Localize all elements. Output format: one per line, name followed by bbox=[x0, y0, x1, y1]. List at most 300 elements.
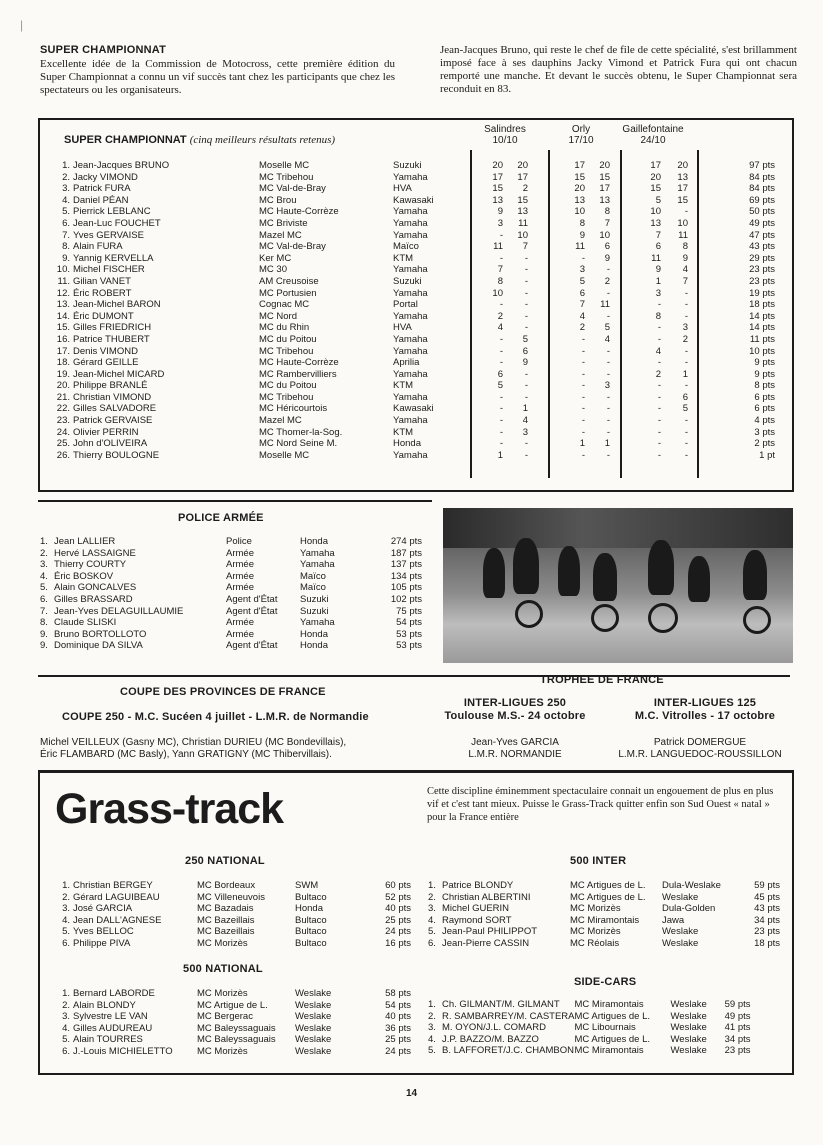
cell-org: Armée bbox=[226, 547, 254, 559]
cell-s1: 4 bbox=[497, 322, 503, 334]
cell-g1: 6 bbox=[655, 241, 661, 253]
cell-rank: 3. bbox=[40, 559, 48, 571]
grasstrack-intro: Cette discipline éminemment spectaculaire connait un engouement de plus en plus vif et c'est tant mieux. Puisse le Grass-Track quitter enfin son Sud Ouest « natal » pour la France entière bbox=[427, 786, 774, 823]
cell-club: MC Bergerac bbox=[197, 1011, 253, 1023]
cell-bike: Honda bbox=[300, 640, 328, 652]
cell-o1: 6 bbox=[579, 287, 585, 299]
cell-club: MC Morizès bbox=[197, 988, 248, 999]
cell-g1: - bbox=[657, 357, 661, 369]
cell-rank: 9. bbox=[40, 640, 48, 652]
table-row bbox=[54, 988, 414, 1000]
cell-pts: 75 pts bbox=[396, 605, 422, 617]
cell-g2: - bbox=[684, 426, 688, 438]
cell-g1: - bbox=[657, 299, 661, 311]
cell-o2: - bbox=[606, 368, 610, 380]
table-row bbox=[54, 926, 414, 938]
cell-rank: 9. bbox=[62, 252, 70, 264]
cell-bike: HVA bbox=[393, 183, 412, 195]
cell-s2: - bbox=[524, 391, 528, 403]
cell-rank: 5. bbox=[428, 926, 436, 938]
cell-g2: - bbox=[684, 310, 688, 322]
cell-bike: Yamaha bbox=[393, 287, 428, 299]
cell-name: Raymond SORT bbox=[442, 914, 512, 926]
wheel-shape bbox=[648, 603, 678, 633]
cell-bike: Suzuki bbox=[393, 160, 422, 171]
cell-rank: 5. bbox=[62, 926, 70, 938]
cell-club: MC Artigues de L. bbox=[570, 880, 646, 891]
cell-rank: 6. bbox=[62, 1045, 70, 1057]
venue-orly bbox=[546, 124, 616, 146]
cell-name: José GARCIA bbox=[73, 903, 133, 915]
cell-s2: - bbox=[524, 264, 528, 276]
rider-shape bbox=[483, 548, 505, 598]
cell-rank: 6. bbox=[62, 937, 70, 949]
table-row bbox=[40, 559, 425, 571]
interligues-250-result bbox=[440, 737, 590, 761]
cell-o1: 20 bbox=[574, 183, 585, 195]
cell-club: Cognac MC bbox=[259, 299, 310, 311]
cell-bike: Weslake bbox=[295, 999, 332, 1011]
table-row bbox=[54, 415, 778, 427]
cell-s1: - bbox=[499, 426, 503, 438]
cell-club: MC Portusien bbox=[259, 287, 317, 299]
cell-name: Dominique DA SILVA bbox=[54, 640, 143, 652]
cell-rank: 3. bbox=[62, 903, 70, 915]
cell-bike: Portal bbox=[393, 299, 418, 311]
table-row bbox=[54, 915, 414, 927]
provinces-line: Éric FLAMBARD (MC Basly), Yann GRATIGNY (MC Thibervillais). bbox=[40, 749, 332, 760]
motocross-photo bbox=[443, 508, 793, 663]
cell-o2: - bbox=[606, 403, 610, 415]
cell-name: Gérard LAGUIBEAU bbox=[73, 891, 160, 903]
cell-bike: Yamaha bbox=[393, 415, 428, 427]
cell-g2: - bbox=[684, 357, 688, 369]
cell-org: Armée bbox=[226, 617, 254, 629]
table-row bbox=[54, 183, 778, 195]
cell-pts: 58 pts bbox=[385, 988, 411, 999]
cell-pts: 54 pts bbox=[385, 999, 411, 1011]
table-row bbox=[428, 892, 783, 904]
cell-rank: 2. bbox=[428, 891, 436, 903]
cell-pts: 134 pts bbox=[390, 570, 422, 582]
cell-org: Agent d'État bbox=[226, 593, 278, 605]
intro-title: SUPER CHAMPIONNAT bbox=[40, 44, 167, 56]
cell-pts: 53 pts bbox=[396, 628, 422, 640]
cell-pts: 3 pts bbox=[754, 426, 775, 438]
cell-rank: 6. bbox=[62, 217, 70, 229]
cell-bike: Honda bbox=[295, 903, 323, 915]
cell-s2: 10 bbox=[517, 229, 528, 241]
cell-rank: 4. bbox=[62, 1022, 70, 1034]
venue-salindres bbox=[470, 124, 540, 146]
cell-rank: 4. bbox=[62, 194, 70, 206]
cell-bike: Yamaha bbox=[393, 391, 428, 403]
cell-bike: Maïco bbox=[300, 582, 326, 594]
table-row bbox=[40, 640, 425, 652]
cell-pts: 49 pts bbox=[749, 217, 775, 229]
cell-s2: 1 bbox=[522, 403, 528, 415]
cell-g1: 20 bbox=[650, 171, 661, 183]
cell-g2: - bbox=[684, 287, 688, 299]
cell-club: MC Brou bbox=[259, 194, 297, 206]
cell-o2: 11 bbox=[600, 299, 610, 311]
cell-rank: 6. bbox=[428, 937, 436, 949]
cell-bike: Yamaha bbox=[393, 368, 428, 380]
cell-g2: 9 bbox=[682, 252, 688, 264]
cell-name: Yves GERVAISE bbox=[73, 229, 144, 241]
cell-g2: 7 bbox=[682, 275, 688, 287]
table-row bbox=[428, 1034, 754, 1046]
cell-bike: Weslake bbox=[670, 1033, 707, 1045]
table-row bbox=[428, 915, 783, 927]
cell-bike: Weslake bbox=[295, 1045, 332, 1057]
cell-s2: 11 bbox=[518, 217, 528, 229]
interligues-250-sub: Toulouse M.S.- 24 octobre bbox=[444, 710, 586, 722]
page-edge-mark: | bbox=[20, 18, 24, 32]
cell-name: Hervé LASSAIGNE bbox=[54, 547, 136, 559]
cell-club: MC 30 bbox=[259, 264, 287, 276]
cell-name: Patrick GERVAISE bbox=[73, 415, 153, 427]
cell-s1: 9 bbox=[497, 206, 503, 218]
cell-o1: 8 bbox=[579, 217, 585, 229]
cell-rank: 15. bbox=[56, 322, 70, 334]
cell-s1: 3 bbox=[497, 217, 503, 229]
cell-club: MC Morizès bbox=[197, 1045, 248, 1057]
cell-bike: Yamaha bbox=[393, 229, 428, 241]
cell-pts: 6 pts bbox=[754, 403, 775, 415]
venue-date: 10/10 bbox=[492, 135, 518, 146]
table-row bbox=[40, 548, 425, 560]
cell-club: MC Artigues de L. bbox=[574, 1010, 651, 1022]
cell-pts: 8 pts bbox=[754, 380, 775, 392]
cell-s1: - bbox=[499, 345, 503, 357]
cell-club: MC Briviste bbox=[259, 217, 308, 229]
grasstrack-title: Grass-track bbox=[55, 785, 284, 833]
cell-g2: 5 bbox=[682, 403, 688, 415]
cell-g1: 1 bbox=[655, 275, 661, 287]
table-row bbox=[428, 880, 783, 892]
cell-rank: 10. bbox=[56, 264, 70, 276]
cell-club: MC Bazadais bbox=[197, 903, 254, 915]
cell-club: MC Libournais bbox=[574, 1022, 636, 1034]
cell-g2: 10 bbox=[677, 217, 688, 229]
cell-bike: KTM bbox=[393, 426, 414, 438]
table-row bbox=[54, 276, 778, 288]
table-row bbox=[54, 1000, 414, 1012]
cell-club: MC Miramontais bbox=[574, 1045, 644, 1057]
cell-rank: 3. bbox=[62, 183, 70, 195]
cell-pts: 40 pts bbox=[385, 1011, 411, 1023]
cell-rank: 24. bbox=[56, 426, 70, 438]
cell-rank: 1. bbox=[62, 988, 70, 999]
cell-pts: 69 pts bbox=[749, 194, 775, 206]
cell-o1: 9 bbox=[579, 229, 585, 241]
cell-o2: 1 bbox=[604, 438, 610, 450]
cell-pts: 52 pts bbox=[385, 891, 411, 903]
cell-pts: 11 pts bbox=[749, 333, 775, 345]
rider-shape bbox=[648, 540, 674, 595]
cell-bike: Dula-Weslake bbox=[662, 880, 721, 891]
cell-s1: 1 bbox=[497, 449, 503, 461]
cell-o2: 20 bbox=[599, 160, 610, 171]
cell-rank: 12. bbox=[56, 287, 70, 299]
cell-club: MC Tribehou bbox=[259, 171, 314, 183]
cell-club: Moselle MC bbox=[259, 449, 310, 461]
cell-club: Mazel MC bbox=[259, 229, 302, 241]
intro-left-text: Excellente idée de la Commission de Motocross, cette première édition du Super Championnat a connu un vif succès tant chez les participants que chez les spectateurs ou les organisateurs. bbox=[40, 58, 395, 96]
cell-g1: 10 bbox=[650, 206, 661, 218]
provinces-winners bbox=[40, 737, 346, 761]
cell-g2: 17 bbox=[677, 183, 688, 195]
cell-o2: 3 bbox=[604, 380, 610, 392]
cell-o1: 5 bbox=[579, 275, 585, 287]
cell-name: Gilles SALVADORE bbox=[73, 403, 157, 415]
cell-o2: 9 bbox=[604, 252, 610, 264]
cell-s1: 8 bbox=[497, 275, 503, 287]
sidecars-heading: SIDE-CARS bbox=[574, 976, 637, 988]
cell-club: MC Baleyssaguais bbox=[197, 1034, 276, 1046]
cell-club: MC Haute-Corrèze bbox=[259, 206, 339, 218]
cell-g2: - bbox=[684, 299, 688, 311]
cell-bike: Kawasaki bbox=[393, 403, 434, 415]
cell-bike: Yamaha bbox=[393, 206, 428, 218]
cell-org: Armée bbox=[226, 582, 254, 594]
table-row bbox=[428, 903, 783, 915]
cell-bike: Weslake bbox=[295, 1011, 332, 1023]
cell-rank: 5. bbox=[40, 582, 48, 594]
table-row bbox=[54, 346, 778, 358]
cell-o2: 5 bbox=[604, 322, 610, 334]
cell-rank: 1. bbox=[428, 999, 436, 1010]
cell-bike: Maïco bbox=[393, 241, 419, 253]
table-row bbox=[54, 1011, 414, 1023]
cell-name: Alain GONCALVES bbox=[54, 582, 137, 594]
cell-s1: 10 bbox=[492, 287, 503, 299]
cell-bike: Bultaco bbox=[295, 891, 327, 903]
provinces-sub: COUPE 250 - M.C. Sucéen 4 juillet - L.M.R. de Normandie bbox=[62, 711, 369, 723]
cell-name: Gilles FRIEDRICH bbox=[73, 322, 152, 334]
interligues-125-title: INTER-LIGUES 125 bbox=[653, 697, 757, 709]
cell-g1: 3 bbox=[655, 287, 661, 299]
cell-s2: - bbox=[524, 368, 528, 380]
table-row bbox=[54, 450, 778, 462]
cell-name: Yannig KERVELLA bbox=[73, 252, 154, 264]
cell-bike: Suzuki bbox=[300, 605, 329, 617]
cell-bike: Yamaha bbox=[393, 333, 428, 345]
cell-pts: 187 pts bbox=[390, 547, 422, 559]
cell-club: MC Val-de-Bray bbox=[259, 241, 326, 253]
i500-table bbox=[428, 880, 783, 950]
cell-pts: 34 pts bbox=[754, 914, 780, 926]
cell-name: J.P. BAZZO/M. BAZZO bbox=[442, 1033, 539, 1045]
cell-club: MC Tribehou bbox=[259, 345, 314, 357]
cell-rank: 18. bbox=[56, 357, 70, 369]
cell-org: Agent d'État bbox=[226, 605, 278, 617]
table-row bbox=[428, 1022, 754, 1034]
cell-o1: 2 bbox=[579, 322, 585, 334]
cell-o2: - bbox=[606, 426, 610, 438]
cell-rank: 3. bbox=[62, 1011, 70, 1023]
cell-pts: 9 pts bbox=[754, 368, 775, 380]
cell-club: MC Haute-Corrèze bbox=[259, 357, 339, 369]
rider-shape bbox=[558, 546, 580, 596]
table-row bbox=[54, 1046, 414, 1058]
cell-rank: 4. bbox=[428, 914, 436, 926]
cell-rank: 7. bbox=[40, 605, 48, 617]
cell-name: Jean-Michel MICARD bbox=[73, 368, 165, 380]
cell-s1: - bbox=[499, 252, 503, 264]
cell-g1: - bbox=[657, 415, 661, 427]
cell-g1: 11 bbox=[651, 252, 661, 264]
cell-g2: - bbox=[684, 449, 688, 461]
cell-rank: 4. bbox=[62, 914, 70, 926]
cell-bike: HVA bbox=[393, 322, 412, 334]
cell-g2: - bbox=[684, 380, 688, 392]
n500-heading: 500 NATIONAL bbox=[183, 963, 263, 975]
cell-o1: 10 bbox=[574, 206, 585, 218]
cell-club: MC Baleyssaguais bbox=[197, 1022, 276, 1034]
cell-s2: 2 bbox=[522, 183, 528, 195]
cell-name: Patrice BLONDY bbox=[442, 880, 514, 891]
cell-pts: 97 pts bbox=[749, 160, 775, 171]
cell-bike: KTM bbox=[393, 380, 414, 392]
cell-pts: 2 pts bbox=[754, 438, 775, 450]
cell-name: Jean DALL'AGNESE bbox=[73, 914, 162, 926]
cell-pts: 16 pts bbox=[385, 937, 411, 949]
cell-name: M. OYON/J.L. COMARD bbox=[442, 1022, 546, 1034]
cell-name: J.-Louis MICHIELETTO bbox=[73, 1045, 173, 1057]
cell-org: Armée bbox=[226, 628, 254, 640]
cell-name: Thierry BOULOGNE bbox=[73, 449, 160, 461]
cell-pts: 29 pts bbox=[749, 252, 775, 264]
cell-rank: 4. bbox=[428, 1033, 436, 1045]
cell-rank: 22. bbox=[56, 403, 70, 415]
cell-club: MC Miramontais bbox=[570, 914, 640, 926]
cell-o1: - bbox=[581, 368, 585, 380]
n500-table bbox=[54, 988, 414, 1058]
cell-org: Armée bbox=[226, 559, 254, 571]
cell-rank: 19. bbox=[56, 368, 70, 380]
page-number: 14 bbox=[406, 1088, 418, 1099]
cell-pts: 23 pts bbox=[754, 926, 780, 938]
table-row bbox=[54, 438, 778, 450]
cell-name: Christian VIMOND bbox=[73, 391, 152, 403]
cell-name: Éric BOSKOV bbox=[54, 570, 114, 582]
cell-rank: 5. bbox=[428, 1045, 436, 1057]
cell-name: Bruno BORTOLLOTO bbox=[54, 628, 147, 640]
cell-bike: Weslake bbox=[295, 1022, 332, 1034]
cell-rank: 4. bbox=[40, 570, 48, 582]
cell-g2: - bbox=[684, 415, 688, 427]
table-row bbox=[54, 253, 778, 265]
cell-name: Jean-Pierre CASSIN bbox=[442, 937, 530, 949]
table-row bbox=[54, 160, 778, 172]
cell-bike: SWM bbox=[295, 880, 319, 891]
cell-pts: 25 pts bbox=[385, 914, 411, 926]
cell-rank: 16. bbox=[56, 333, 70, 345]
cell-club: MC Val-de-Bray bbox=[259, 183, 326, 195]
table-row bbox=[54, 206, 778, 218]
provinces-top-rule bbox=[38, 675, 790, 677]
interligues-125-sub: M.C. Vitrolles - 17 octobre bbox=[634, 710, 776, 722]
treeline bbox=[443, 508, 793, 548]
table-row bbox=[54, 380, 778, 392]
cell-s2: - bbox=[524, 322, 528, 334]
cell-rank: 5. bbox=[62, 206, 70, 218]
cell-name: Thierry COURTY bbox=[54, 559, 127, 571]
cell-name: Patrice THUBERT bbox=[73, 333, 150, 345]
winner-league: L.M.R. LANGUEDOC-ROUSSILLON bbox=[618, 749, 782, 760]
table-row bbox=[54, 264, 778, 276]
cell-s1: - bbox=[499, 333, 503, 345]
cell-pts: 59 pts bbox=[724, 999, 751, 1010]
cell-g1: 9 bbox=[655, 264, 661, 276]
cell-bike: Honda bbox=[300, 628, 328, 640]
rider-shape bbox=[743, 550, 767, 600]
cell-pts: 274 pts bbox=[390, 536, 422, 547]
cell-name: Alain BLONDY bbox=[73, 999, 136, 1011]
cell-pts: 84 pts bbox=[749, 183, 775, 195]
cell-club: MC Bazeillais bbox=[197, 914, 255, 926]
cell-s2: 15 bbox=[517, 194, 528, 206]
cell-o2: 6 bbox=[604, 241, 610, 253]
table-row bbox=[54, 903, 414, 915]
cell-org: Armée bbox=[226, 570, 254, 582]
cell-g2: 20 bbox=[677, 160, 688, 171]
cell-bike: Weslake bbox=[670, 1045, 707, 1057]
table-row bbox=[40, 617, 425, 629]
cell-g2: 8 bbox=[682, 241, 688, 253]
cell-name: Michel FISCHER bbox=[73, 264, 145, 276]
venue-date: 17/10 bbox=[568, 135, 594, 146]
cell-o1: - bbox=[581, 333, 585, 345]
table-row bbox=[54, 427, 778, 439]
cell-o1: 15 bbox=[574, 171, 585, 183]
cell-club: MC Tribehou bbox=[259, 391, 314, 403]
i500-heading: 500 INTER bbox=[570, 855, 627, 867]
cell-name: Christian ALBERTINI bbox=[442, 891, 531, 903]
n250-heading: 250 NATIONAL bbox=[185, 855, 265, 867]
cell-s1: - bbox=[499, 357, 503, 369]
cell-rank: 2. bbox=[428, 1010, 436, 1022]
cell-club: MC Bordeaux bbox=[197, 880, 256, 891]
cell-s1: - bbox=[499, 438, 503, 450]
cell-club: MC Thomer-la-Sog. bbox=[259, 426, 343, 438]
cell-s2: 13 bbox=[517, 206, 528, 218]
cell-name: Gérard GEILLE bbox=[73, 357, 139, 369]
cell-pts: 1 pt bbox=[759, 449, 775, 461]
cell-g2: 11 bbox=[678, 229, 688, 241]
cell-o2: 7 bbox=[604, 217, 610, 229]
cell-bike: Weslake bbox=[295, 1034, 332, 1046]
cell-club: MC Morizès bbox=[570, 926, 621, 938]
cell-g2: 3 bbox=[682, 322, 688, 334]
cell-bike: Honda bbox=[300, 536, 328, 547]
cell-s2: 9 bbox=[522, 357, 528, 369]
interligues-125-result bbox=[605, 737, 795, 761]
cell-bike: Yamaha bbox=[393, 171, 428, 183]
cell-pts: 23 pts bbox=[749, 264, 775, 276]
cell-pts: 43 pts bbox=[749, 241, 775, 253]
cell-bike: Weslake bbox=[662, 926, 699, 938]
cell-pts: 10 pts bbox=[749, 345, 775, 357]
cell-s1: - bbox=[499, 403, 503, 415]
cell-rank: 11. bbox=[57, 275, 70, 287]
table-row bbox=[54, 392, 778, 404]
cell-name: Patrick FURA bbox=[73, 183, 131, 195]
cell-bike: Kawasaki bbox=[393, 194, 434, 206]
cell-rank: 2. bbox=[62, 171, 70, 183]
